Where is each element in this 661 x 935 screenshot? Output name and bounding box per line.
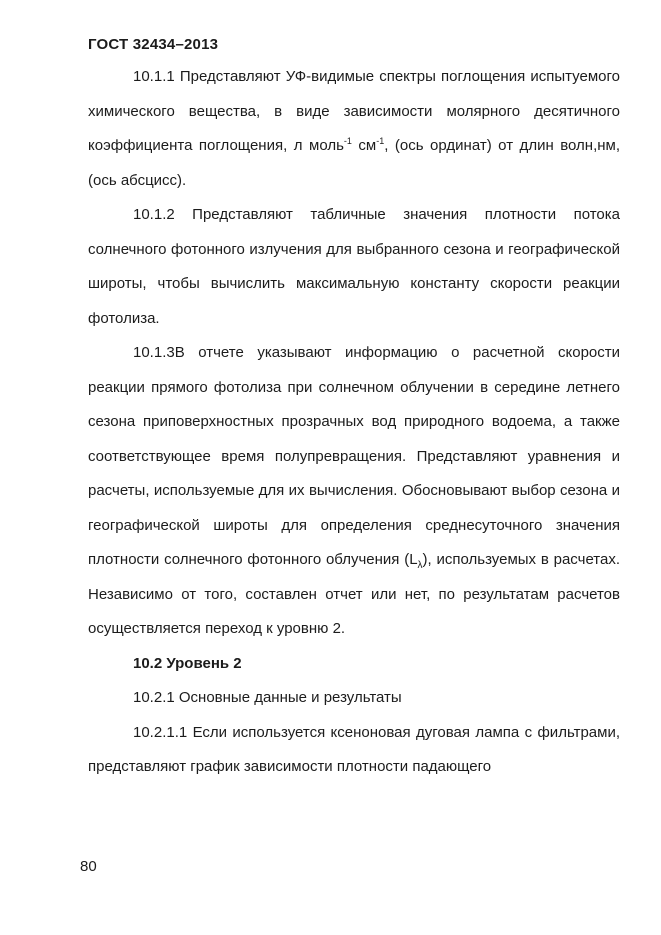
document-title: ГОСТ 32434–2013 — [88, 36, 219, 53]
text-segment: 10.2 Уровень 2 — [133, 654, 242, 672]
document-body — [88, 60, 620, 785]
paragraph — [88, 647, 620, 682]
sup-segment: -1 — [376, 136, 385, 146]
sub-segment: λ — [417, 560, 423, 571]
paragraph — [88, 336, 620, 647]
sup-segment: -1 — [343, 136, 352, 146]
paragraph — [88, 716, 620, 785]
text-segment: , (ось ординат) от длин волн,нм, (ось абсцисс). — [88, 137, 621, 189]
text-segment: 10.1.3В отчете указывают информацию о расчетной скорости реакции прямого фотолиза при солнечном облучении в середине летнего сезона приповерхностных прозрачных вод природного водоема, а также соответствующее время полупревращения. Представляют уравнения и расчеты, используемые для их вычисления. Обосновывают выбор сезона и географической широты для определения среднесуточного значения плотности солнечного фотонного облучения (L — [88, 344, 620, 568]
text-segment: 10.1.1 Представляют УФ-видимые спектры поглощения испытуемого химического вещества, в виде зависимости молярного десятичного коэффициента поглощения, л моль — [88, 68, 620, 154]
paragraph — [88, 681, 620, 716]
text-segment: 10.2.1.1 Если используется ксеноновая дуговая лампа с фильтрами, представляют график зависимости плотности падающего — [88, 723, 620, 775]
page-number: 80 — [80, 858, 97, 875]
text-segment: 10.1.2 Представляют табличные значения плотности потока солнечного фотонного излучения для выбранного сезона и географической широты, чтобы вычислить максимальную константу скорости реакции фотолиза. — [88, 206, 620, 327]
text-segment: ), используемых в расчетах. Независимо от того, составлен отчет или нет, по результатам расчетов осуществляется переход к уровню 2. — [88, 551, 620, 637]
paragraph — [88, 198, 620, 336]
text-segment: 10.2.1 Основные данные и результаты — [133, 689, 402, 706]
paragraph — [88, 60, 620, 198]
text-segment: см — [351, 137, 377, 154]
